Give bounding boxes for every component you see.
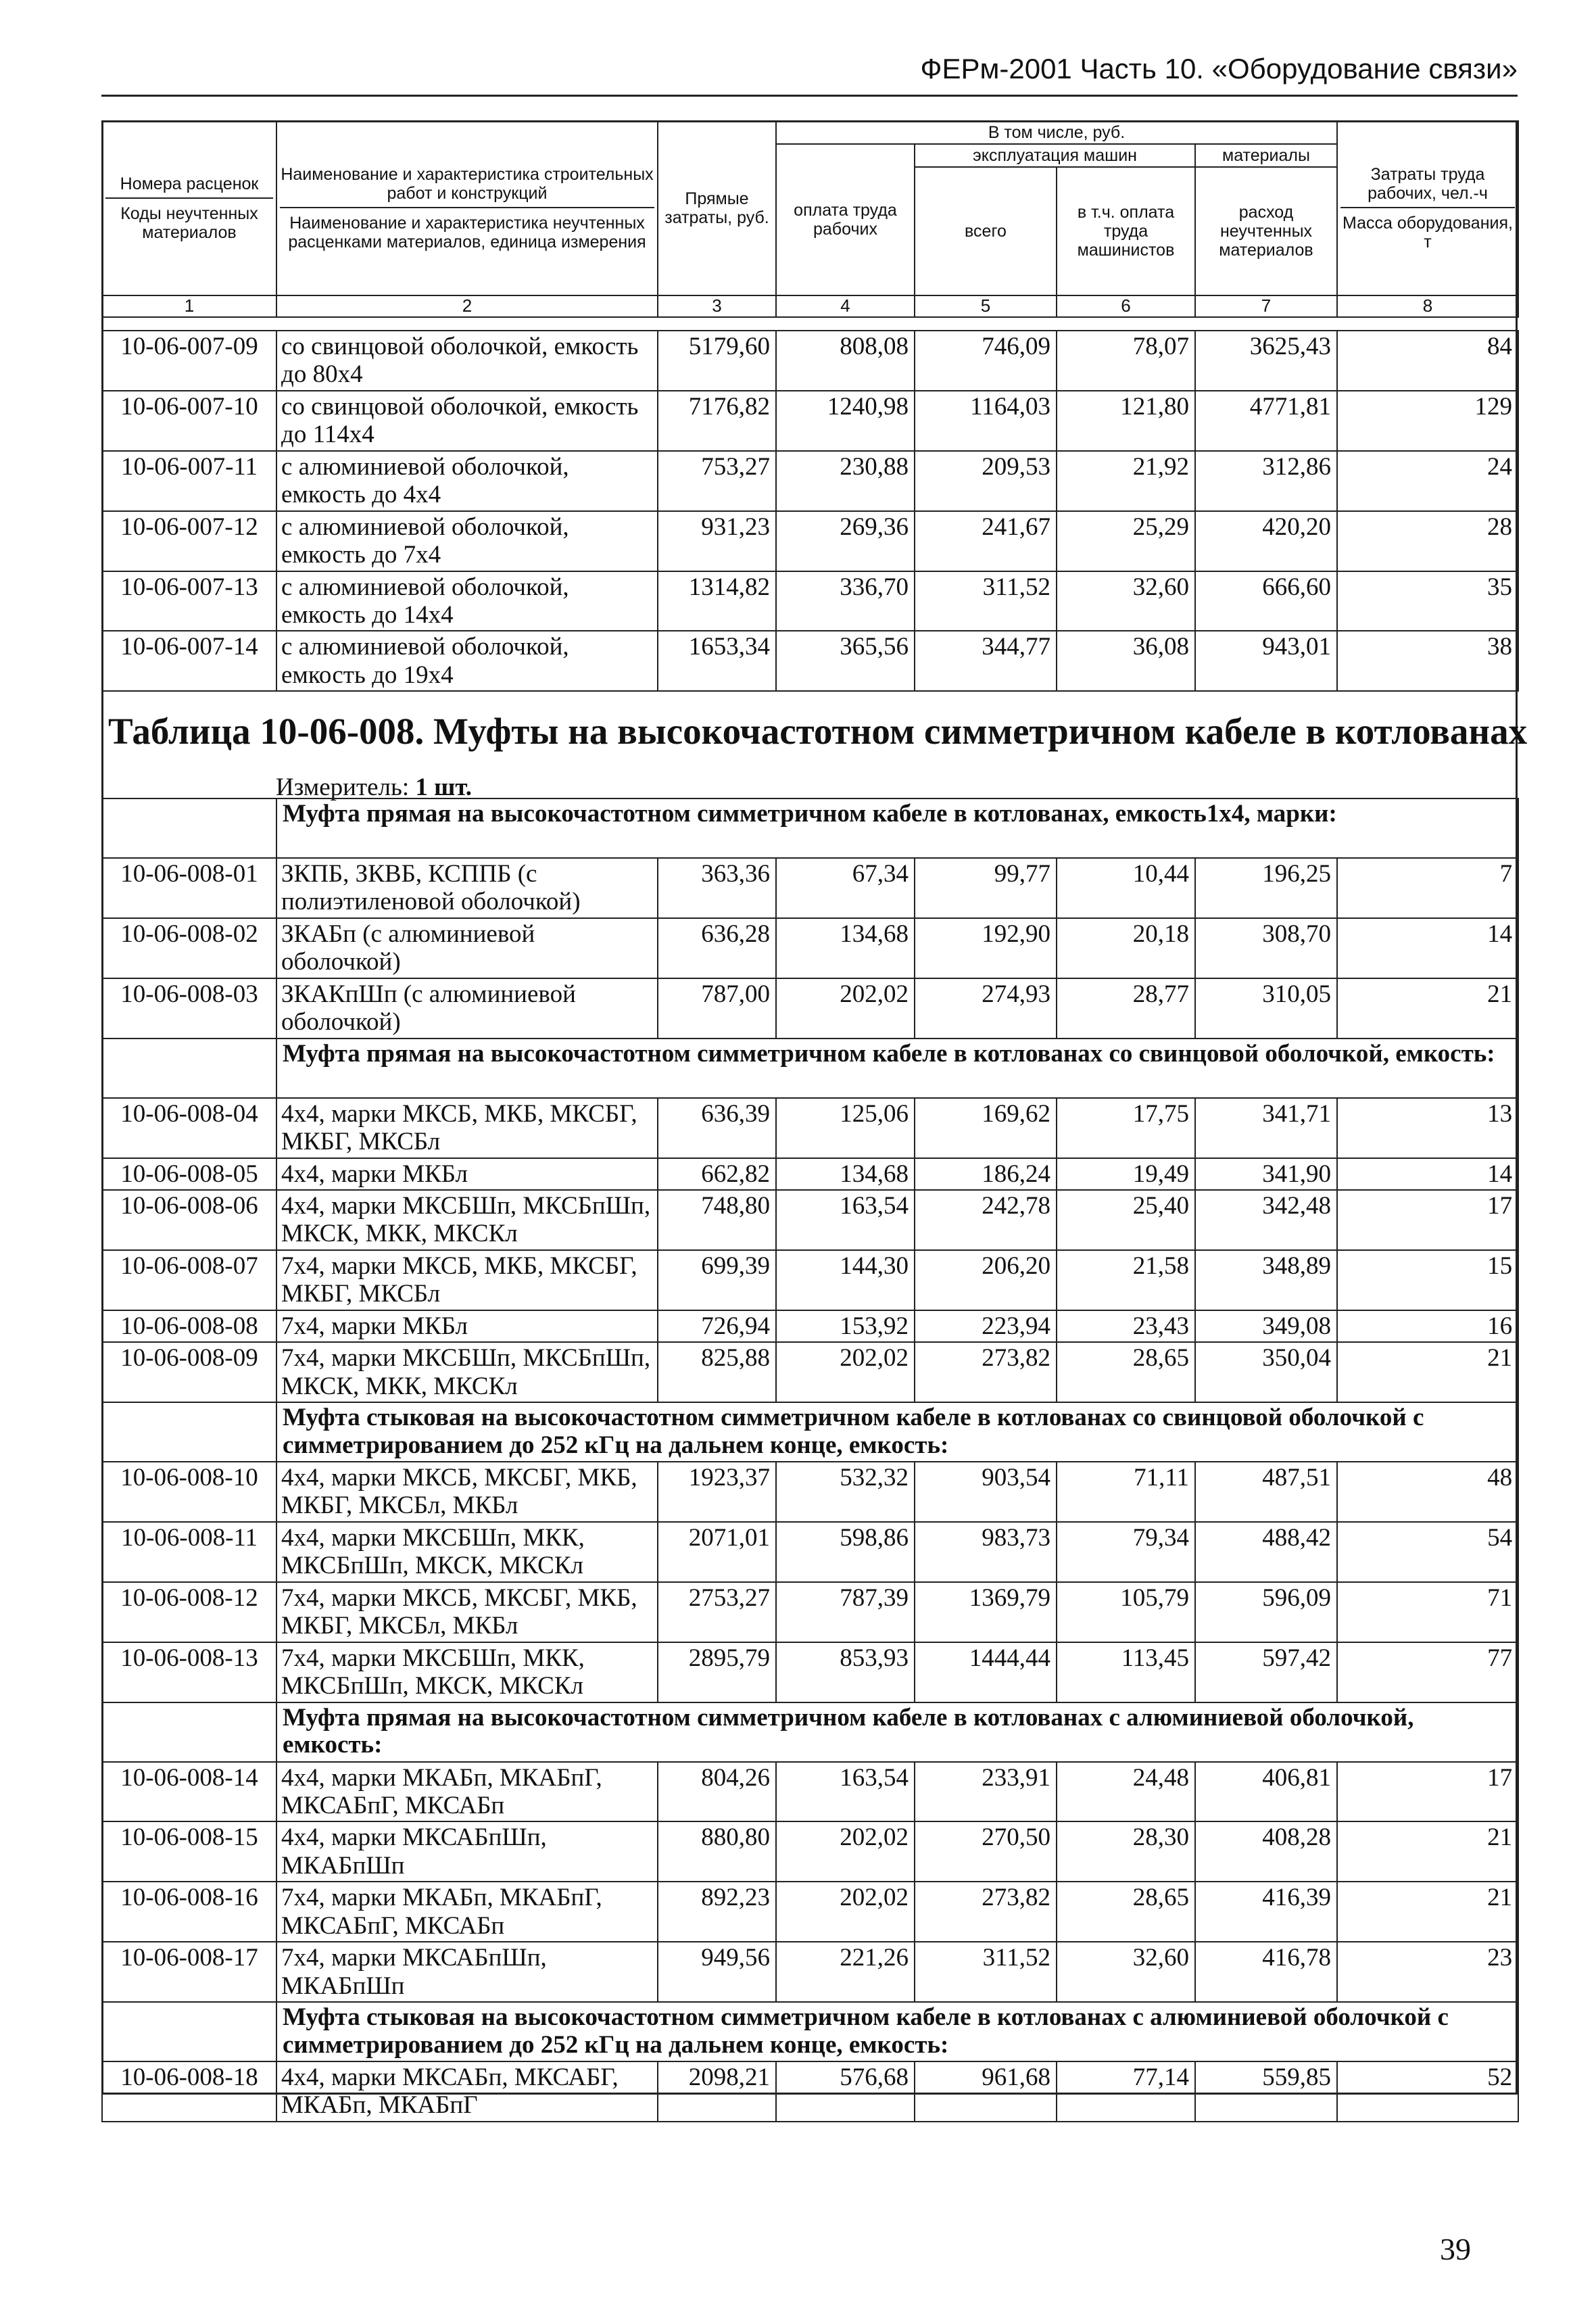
- worker-wages-value: 202,02: [776, 1821, 915, 1882]
- machines-total-value: 233,91: [915, 1762, 1057, 1822]
- table-row: [102, 1462, 1518, 1522]
- direct-costs-value: 804,26: [658, 1762, 776, 1822]
- table-row: [102, 331, 1518, 391]
- rate-code: 10-06-008-12: [102, 1582, 276, 1642]
- materials-value: 348,89: [1195, 1250, 1337, 1310]
- work-description: 4х4, марки МКСБШп, МКК, МКСБпШп, МКСК, МКСКл: [276, 1522, 658, 1582]
- materials-value: 3625,43: [1195, 331, 1337, 391]
- materials-value: 312,86: [1195, 451, 1337, 511]
- section-row: [102, 1039, 1518, 1098]
- work-description: 7х4, марки МКСАБпШп, МКАБпШп: [276, 1942, 658, 2002]
- machinist-wages-value: 121,80: [1057, 391, 1195, 451]
- worker-wages-value: 787,39: [776, 1582, 915, 1642]
- materials-value: 487,51: [1195, 1462, 1337, 1522]
- machines-total-value: 209,53: [915, 451, 1057, 511]
- labor-value: 15: [1337, 1250, 1518, 1310]
- rate-code: 10-06-007-14: [102, 631, 276, 691]
- section-code-cell: [102, 798, 276, 858]
- work-description: 4х4, марки МКАБп, МКАБпГ, МКСАБпГ, МКСАБп: [276, 1762, 658, 1822]
- worker-wages-value: 153,92: [776, 1310, 915, 1342]
- materials-value: 4771,81: [1195, 391, 1337, 451]
- section-code-cell: [102, 2002, 276, 2061]
- materials-value: 310,05: [1195, 978, 1337, 1039]
- rate-code: 10-06-007-11: [102, 451, 276, 511]
- work-description: 4х4, марки МКСБ, МКСБГ, МКБ, МКБГ, МКСБл, МКБл: [276, 1462, 658, 1522]
- rate-code: 10-06-008-16: [102, 1882, 276, 1942]
- direct-costs-value: 748,80: [658, 1190, 776, 1250]
- work-description: 7х4, марки МКСБ, МКБ, МКСБГ, МКБГ, МКСБл: [276, 1250, 658, 1310]
- column-number: 1: [102, 295, 276, 317]
- worker-wages-value: 532,32: [776, 1462, 915, 1522]
- rate-code: 10-06-008-10: [102, 1462, 276, 1522]
- header-materials: материалы: [1195, 144, 1337, 167]
- worker-wages-value: 230,88: [776, 451, 915, 511]
- worker-wages-value: 134,68: [776, 918, 915, 978]
- rate-code: 10-06-008-18: [102, 2061, 276, 2122]
- worker-wages-value: 365,56: [776, 631, 915, 691]
- table-row: [102, 1250, 1518, 1310]
- work-description: со свинцовой оболочкой, емкость до 80х4: [276, 331, 658, 391]
- page-number: 39: [1440, 2232, 1471, 2266]
- machinist-wages-value: 17,75: [1057, 1098, 1195, 1158]
- header-cell-labor: [1337, 121, 1518, 295]
- work-description: ЗКПБ, ЗКВБ, КСППБ (с полиэтиленовой оболочкой): [276, 858, 658, 918]
- measure-value: 1 шт.: [415, 773, 473, 801]
- section-heading: Муфта прямая на высокочастотном симметричном кабеле в котлованах со свинцовой оболочкой, емкость:: [276, 1039, 1518, 1098]
- worker-wages-value: 336,70: [776, 571, 915, 631]
- machinist-wages-value: 24,48: [1057, 1762, 1195, 1822]
- machines-total-value: 270,50: [915, 1821, 1057, 1882]
- work-description: 4х4, марки МКСБШп, МКСБпШп, МКСК, МКК, МКСКл: [276, 1190, 658, 1250]
- rate-code: 10-06-008-07: [102, 1250, 276, 1310]
- table-row: [102, 2061, 1518, 2122]
- labor-value: 21: [1337, 978, 1518, 1039]
- table-row: [102, 1098, 1518, 1158]
- column-number: 8: [1337, 295, 1518, 317]
- section-row: [102, 798, 1518, 858]
- machines-total-value: 1369,79: [915, 1582, 1057, 1642]
- labor-value: 77: [1337, 1642, 1518, 1702]
- materials-value: 488,42: [1195, 1522, 1337, 1582]
- machines-total-value: 311,52: [915, 1942, 1057, 2002]
- worker-wages-value: 125,06: [776, 1098, 915, 1158]
- work-description: с алюминиевой оболочкой, емкость до 14х4: [276, 571, 658, 631]
- rate-code: 10-06-008-01: [102, 858, 276, 918]
- machines-total-value: 274,93: [915, 978, 1057, 1039]
- labor-value: 17: [1337, 1762, 1518, 1822]
- table-row: [102, 1342, 1518, 1402]
- worker-wages-value: 269,36: [776, 511, 915, 571]
- direct-costs-value: 699,39: [658, 1250, 776, 1310]
- section-heading: Муфта прямая на высокочастотном симметричном кабеле в котлованах с алюминиевой оболочкой, емкость:: [276, 1702, 1518, 1762]
- materials-value: 342,48: [1195, 1190, 1337, 1250]
- machinist-wages-value: 28,77: [1057, 978, 1195, 1039]
- labor-value: 17: [1337, 1190, 1518, 1250]
- work-description: с алюминиевой оболочкой, емкость до 19х4: [276, 631, 658, 691]
- direct-costs-value: 949,56: [658, 1942, 776, 2002]
- column-header-table: [101, 120, 1519, 318]
- column-number: 5: [915, 295, 1057, 317]
- worker-wages-value: 1240,98: [776, 391, 915, 451]
- rate-code: 10-06-008-03: [102, 978, 276, 1039]
- direct-costs-value: 1653,34: [658, 631, 776, 691]
- worker-wages-value: 598,86: [776, 1522, 915, 1582]
- labor-value: 84: [1337, 331, 1518, 391]
- header-name-bottom: Наименование и характеристика неучтенных расценками материалов, единица измерения: [288, 214, 646, 252]
- header-name-divider: [280, 207, 654, 208]
- machines-total-value: 983,73: [915, 1522, 1057, 1582]
- column-number: 6: [1057, 295, 1195, 317]
- header-machines: эксплуатация машин: [915, 144, 1195, 167]
- work-description: со свинцовой оболочкой, емкость до 114х4: [276, 391, 658, 451]
- table-row: [102, 1882, 1518, 1942]
- machines-total-value: 1164,03: [915, 391, 1057, 451]
- materials-value: 341,71: [1195, 1098, 1337, 1158]
- work-description: 7х4, марки МКСБШп, МКК, МКСБпШп, МКСК, МКСКл: [276, 1642, 658, 1702]
- table-row: [102, 1762, 1518, 1822]
- work-description: с алюминиевой оболочкой, емкость до 7х4: [276, 511, 658, 571]
- rate-code: 10-06-007-12: [102, 511, 276, 571]
- direct-costs-value: 2895,79: [658, 1642, 776, 1702]
- table-row: [102, 1642, 1518, 1702]
- materials-value: 416,78: [1195, 1942, 1337, 2002]
- direct-costs-value: 5179,60: [658, 331, 776, 391]
- table-row: [102, 1190, 1518, 1250]
- machines-total-value: 903,54: [915, 1462, 1057, 1522]
- direct-costs-value: 363,36: [658, 858, 776, 918]
- work-description: 4х4, марки МКБл: [276, 1158, 658, 1190]
- machines-total-value: 311,52: [915, 571, 1057, 631]
- header-including: В том числе, руб.: [776, 121, 1337, 144]
- table-row: [102, 1821, 1518, 1882]
- rate-code: 10-06-008-11: [102, 1522, 276, 1582]
- machines-total-value: 223,94: [915, 1310, 1057, 1342]
- work-description: 7х4, марки МКСБ, МКСБГ, МКБ, МКБГ, МКСБл, МКБл: [276, 1582, 658, 1642]
- machines-total-value: 186,24: [915, 1158, 1057, 1190]
- materials-value: 406,81: [1195, 1762, 1337, 1822]
- machinist-wages-value: 79,34: [1057, 1522, 1195, 1582]
- header-code-bottom: Коды неучтенных материалов: [120, 204, 258, 242]
- section-code-cell: [102, 1039, 276, 1098]
- work-description: 7х4, марки МКБл: [276, 1310, 658, 1342]
- labor-value: 7: [1337, 858, 1518, 918]
- header-worker-wages: оплата труда рабочих: [776, 144, 915, 295]
- materials-value: 308,70: [1195, 918, 1337, 978]
- machinist-wages-value: 28,30: [1057, 1821, 1195, 1882]
- section-heading: Муфта стыковая на высокочастотном симметричном кабеле в котлованах с алюминиевой оболочкой с симметрированием до 252 кГц на дальнем конце, емкость:: [276, 2002, 1518, 2061]
- direct-costs-value: 2753,27: [658, 1582, 776, 1642]
- section-code-cell: [102, 1402, 276, 1462]
- section-code-cell: [102, 1702, 276, 1762]
- direct-costs-value: 636,28: [658, 918, 776, 978]
- direct-costs-value: 825,88: [658, 1342, 776, 1402]
- header-cell-code: [102, 121, 276, 295]
- direct-costs-value: 636,39: [658, 1098, 776, 1158]
- worker-wages-value: 163,54: [776, 1190, 915, 1250]
- machinist-wages-value: 21,92: [1057, 451, 1195, 511]
- labor-value: 21: [1337, 1821, 1518, 1882]
- rate-code: 10-06-007-09: [102, 331, 276, 391]
- rate-code: 10-06-008-08: [102, 1310, 276, 1342]
- worker-wages-value: 202,02: [776, 1882, 915, 1942]
- work-description: 4х4, марки МКСАБп, МКСАБГ, МКАБп, МКАБпГ: [276, 2061, 658, 2122]
- table-row: [102, 511, 1518, 571]
- machinist-wages-value: 19,49: [1057, 1158, 1195, 1190]
- rate-code: 10-06-008-05: [102, 1158, 276, 1190]
- table-row: [102, 918, 1518, 978]
- rate-code: 10-06-008-02: [102, 918, 276, 978]
- header-machines-total: всего: [915, 167, 1057, 295]
- materials-value: 416,39: [1195, 1882, 1337, 1942]
- machinist-wages-value: 32,60: [1057, 1942, 1195, 2002]
- table-row: [102, 1310, 1518, 1342]
- labor-value: 38: [1337, 631, 1518, 691]
- work-description: 7х4, марки МКАБп, МКАБпГ, МКСАБпГ, МКСАБп: [276, 1882, 658, 1942]
- labor-value: 52: [1337, 2061, 1518, 2122]
- labor-value: 16: [1337, 1310, 1518, 1342]
- upper-rates-table: [101, 330, 1519, 692]
- machinist-wages-value: 78,07: [1057, 331, 1195, 391]
- worker-wages-value: 67,34: [776, 858, 915, 918]
- section-row: [102, 2002, 1518, 2061]
- rate-code: 10-06-008-14: [102, 1762, 276, 1822]
- work-description: ЗКАКпШп (с алюминиевой оболочкой): [276, 978, 658, 1039]
- labor-value: 54: [1337, 1522, 1518, 1582]
- machinist-wages-value: 20,18: [1057, 918, 1195, 978]
- table-row: [102, 1942, 1518, 2002]
- direct-costs-value: 892,23: [658, 1882, 776, 1942]
- machines-total-value: 273,82: [915, 1342, 1057, 1402]
- table-row: [102, 1582, 1518, 1642]
- materials-value: 408,28: [1195, 1821, 1337, 1882]
- worker-wages-value: 853,93: [776, 1642, 915, 1702]
- direct-costs-value: 2098,21: [658, 2061, 776, 2122]
- work-description: 7х4, марки МКСБШп, МКСБпШп, МКСК, МКК, МКСКл: [276, 1342, 658, 1402]
- materials-value: 666,60: [1195, 571, 1337, 631]
- table-row: [102, 1158, 1518, 1190]
- labor-value: 48: [1337, 1462, 1518, 1522]
- labor-value: 23: [1337, 1942, 1518, 2002]
- rate-code: 10-06-008-06: [102, 1190, 276, 1250]
- labor-value: 14: [1337, 1158, 1518, 1190]
- direct-costs-value: 7176,82: [658, 391, 776, 451]
- machines-total-value: 169,62: [915, 1098, 1057, 1158]
- header-materials-consumption: расход неучтенных материалов: [1195, 167, 1337, 295]
- direct-costs-value: 753,27: [658, 451, 776, 511]
- worker-wages-value: 576,68: [776, 2061, 915, 2122]
- machinist-wages-value: 21,58: [1057, 1250, 1195, 1310]
- direct-costs-value: 662,82: [658, 1158, 776, 1190]
- labor-value: 28: [1337, 511, 1518, 571]
- labor-value: 35: [1337, 571, 1518, 631]
- section-row: [102, 1402, 1518, 1462]
- table-row: [102, 451, 1518, 511]
- table-row: [102, 631, 1518, 691]
- running-head: ФЕРм-2001 Часть 10. «Оборудование связи»: [920, 53, 1518, 85]
- machinist-wages-value: 32,60: [1057, 571, 1195, 631]
- machines-total-value: 273,82: [915, 1882, 1057, 1942]
- table-row: [102, 571, 1518, 631]
- header-direct-costs: Прямые затраты, руб.: [658, 121, 776, 295]
- materials-value: 596,09: [1195, 1582, 1337, 1642]
- machinist-wages-value: 10,44: [1057, 858, 1195, 918]
- direct-costs-value: 2071,01: [658, 1522, 776, 1582]
- worker-wages-value: 221,26: [776, 1942, 915, 2002]
- labor-value: 129: [1337, 391, 1518, 451]
- header-code-divider: [105, 197, 273, 199]
- materials-value: 196,25: [1195, 858, 1337, 918]
- materials-value: 597,42: [1195, 1642, 1337, 1702]
- column-number: 2: [276, 295, 658, 317]
- worker-wages-value: 202,02: [776, 978, 915, 1039]
- table-row: [102, 858, 1518, 918]
- rate-code: 10-06-008-09: [102, 1342, 276, 1402]
- header-code-top: Номера расценок: [120, 174, 259, 193]
- machinist-wages-value: 77,14: [1057, 2061, 1195, 2122]
- materials-value: 559,85: [1195, 2061, 1337, 2122]
- column-number: 3: [658, 295, 776, 317]
- materials-value: 349,08: [1195, 1310, 1337, 1342]
- direct-costs-value: 880,80: [658, 1821, 776, 1882]
- machinist-wages-value: 25,40: [1057, 1190, 1195, 1250]
- machines-total-value: 99,77: [915, 858, 1057, 918]
- materials-value: 350,04: [1195, 1342, 1337, 1402]
- section-row: [102, 1702, 1518, 1762]
- machinist-wages-value: 25,29: [1057, 511, 1195, 571]
- machines-total-value: 241,67: [915, 511, 1057, 571]
- direct-costs-value: 726,94: [658, 1310, 776, 1342]
- machinist-wages-value: 71,11: [1057, 1462, 1195, 1522]
- labor-value: 24: [1337, 451, 1518, 511]
- rate-code: 10-06-008-15: [102, 1821, 276, 1882]
- labor-value: 21: [1337, 1342, 1518, 1402]
- rate-code: 10-06-008-04: [102, 1098, 276, 1158]
- machines-total-value: 192,90: [915, 918, 1057, 978]
- materials-value: 341,90: [1195, 1158, 1337, 1190]
- machinist-wages-value: 23,43: [1057, 1310, 1195, 1342]
- table-row: [102, 391, 1518, 451]
- machinist-wages-value: 28,65: [1057, 1342, 1195, 1402]
- worker-wages-value: 163,54: [776, 1762, 915, 1822]
- header-labor-divider: [1340, 207, 1515, 208]
- rate-code: 10-06-008-13: [102, 1642, 276, 1702]
- header-labor-top: Затраты труда рабочих, чел.-ч: [1368, 165, 1488, 203]
- work-description: 4х4, марки МКСБ, МКБ, МКСБГ, МКБГ, МКСБл: [276, 1098, 658, 1158]
- table-row: [102, 978, 1518, 1039]
- labor-value: 21: [1337, 1882, 1518, 1942]
- machines-total-value: 242,78: [915, 1190, 1057, 1250]
- table-row: [102, 1522, 1518, 1582]
- machines-total-value: 344,77: [915, 631, 1057, 691]
- header-machinist-wages: в т.ч. оплата труда машинистов: [1057, 167, 1195, 295]
- direct-costs-value: 931,23: [658, 511, 776, 571]
- worker-wages-value: 808,08: [776, 331, 915, 391]
- direct-costs-value: 1923,37: [658, 1462, 776, 1522]
- machinist-wages-value: 28,65: [1057, 1882, 1195, 1942]
- rate-code: 10-06-008-17: [102, 1942, 276, 2002]
- machines-total-value: 1444,44: [915, 1642, 1057, 1702]
- worker-wages-value: 134,68: [776, 1158, 915, 1190]
- column-number: 7: [1195, 295, 1337, 317]
- column-number: 4: [776, 295, 915, 317]
- materials-value: 943,01: [1195, 631, 1337, 691]
- machines-total-value: 206,20: [915, 1250, 1057, 1310]
- work-description: с алюминиевой оболочкой, емкость до 4х4: [276, 451, 658, 511]
- work-description: ЗКАБп (с алюминиевой оболочкой): [276, 918, 658, 978]
- work-description: 4х4, марки МКСАБпШп, МКАБпШп: [276, 1821, 658, 1882]
- labor-value: 14: [1337, 918, 1518, 978]
- header-cell-name: [276, 121, 658, 295]
- machines-total-value: 746,09: [915, 331, 1057, 391]
- rate-code: 10-06-007-13: [102, 571, 276, 631]
- machinist-wages-value: 105,79: [1057, 1582, 1195, 1642]
- measure-label: Измеритель:: [276, 773, 410, 801]
- direct-costs-value: 1314,82: [658, 571, 776, 631]
- section-heading: Муфта стыковая на высокочастотном симметричном кабеле в котлованах со свинцовой оболочкой с симметрированием до 252 кГц на дальнем конце, емкость:: [276, 1402, 1518, 1462]
- labor-value: 13: [1337, 1098, 1518, 1158]
- table-title: Таблица 10-06-008. Муфты на высокочастотном симметричном кабеле в котлованах: [108, 711, 1528, 752]
- header-rule: [101, 95, 1518, 97]
- labor-value: 71: [1337, 1582, 1518, 1642]
- direct-costs-value: 787,00: [658, 978, 776, 1039]
- rate-code: 10-06-007-10: [102, 391, 276, 451]
- machines-total-value: 961,68: [915, 2061, 1057, 2122]
- header-labor-bottom: Масса оборудования, т: [1343, 214, 1513, 252]
- worker-wages-value: 144,30: [776, 1250, 915, 1310]
- worker-wages-value: 202,02: [776, 1342, 915, 1402]
- materials-value: 420,20: [1195, 511, 1337, 571]
- machinist-wages-value: 36,08: [1057, 631, 1195, 691]
- machinist-wages-value: 113,45: [1057, 1642, 1195, 1702]
- header-name-top: Наименование и характеристика строительных работ и конструкций: [281, 165, 654, 203]
- lower-rates-table: [101, 798, 1519, 2122]
- section-heading: Муфта прямая на высокочастотном симметричном кабеле в котлованах, емкость1х4, марки:: [276, 798, 1518, 858]
